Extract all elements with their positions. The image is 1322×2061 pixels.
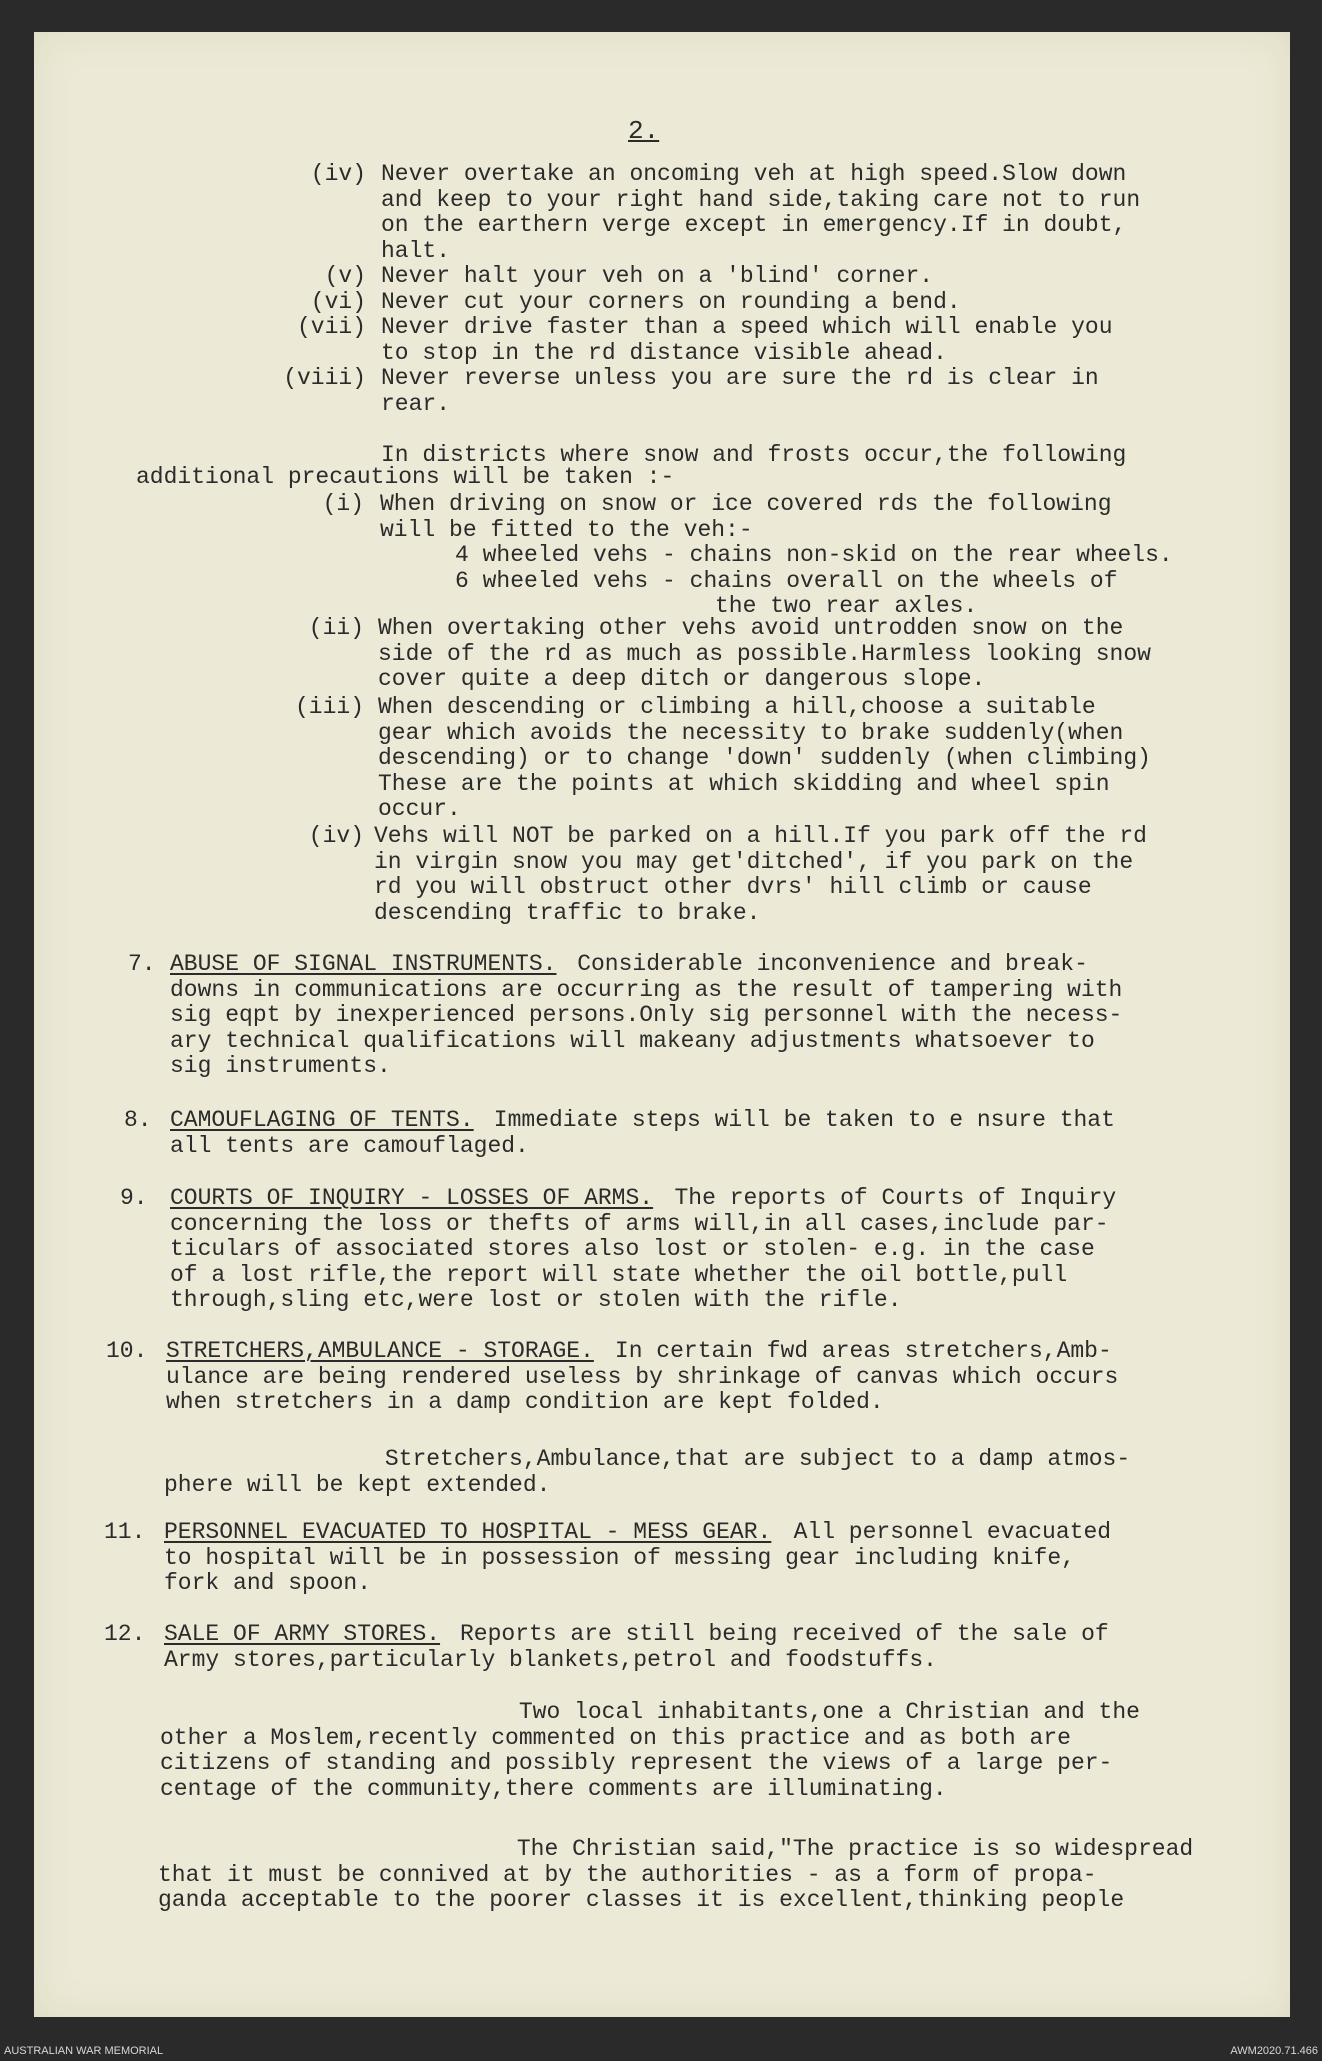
paragraph-line: Considerable inconvenience and break- xyxy=(577,951,1088,977)
paragraph-line: to hospital will be in possession of messing gear including knife, xyxy=(164,1544,1075,1571)
paragraph-line: The Christian said,"The practice is so widespread xyxy=(158,1836,1194,1862)
paragraph-line: Reports are still being received of the sale of xyxy=(460,1621,1109,1647)
item-line: descending) or to change 'down' suddenly (when climbing) xyxy=(378,745,1151,771)
item-line: Never cut your corners on rounding a bend. xyxy=(381,288,961,315)
item-line: gear which avoids the necessity to brake suddenly(when xyxy=(378,719,1124,746)
paragraph-number: 10. xyxy=(106,1338,148,1364)
item-line: rear. xyxy=(381,390,451,417)
item-line: 4 wheeled vehs - chains non-skid on the rear wheels. xyxy=(455,542,1173,568)
paragraph-line: all tents are camouflaged. xyxy=(170,1132,529,1159)
item-number: (v) xyxy=(324,263,367,289)
item-line: Never drive faster than a speed which will enable you xyxy=(381,314,1113,340)
paragraph-line: sig instruments. xyxy=(170,1053,391,1079)
paragraph-line: of a lost rifle,the report will state whether the oil bottle,pull xyxy=(170,1261,1068,1288)
item-line: These are the points at which skidding and wheel spin xyxy=(378,770,1110,797)
item-line: descending traffic to brake. xyxy=(374,899,761,926)
item-number: (viii) xyxy=(283,365,367,391)
paragraph-heading: COURTS OF INQUIRY - LOSSES OF ARMS. xyxy=(170,1185,654,1211)
paragraph-line: that it must be connived at by the authorities - as a form of propa- xyxy=(158,1861,1097,1888)
paragraph-number: 9. xyxy=(120,1185,148,1211)
item-number: (iii) xyxy=(295,694,365,720)
paragraph-line: phere will be kept extended. xyxy=(164,1471,551,1498)
paragraph-line: Stretchers,Ambulance,that are subject to a damp atmos- xyxy=(164,1446,1131,1472)
paragraph-heading: SALE OF ARMY STORES. xyxy=(164,1621,441,1647)
item-line: Never halt your veh on a 'blind' corner. xyxy=(381,263,934,289)
paragraph-line: ulance are being rendered useless by shrinkage of canvas which occurs xyxy=(166,1363,1119,1390)
paragraph-heading: STRETCHERS,AMBULANCE - STORAGE. xyxy=(166,1338,594,1364)
item-line: When overtaking other vehs avoid untrodden snow on the xyxy=(378,615,1124,641)
paragraph-number: 11. xyxy=(104,1519,146,1545)
paragraph-line: fork and spoon. xyxy=(164,1570,372,1596)
item-line: in virgin snow you may get'ditched', if you park on the xyxy=(374,848,1134,875)
page-number: 2. xyxy=(628,116,660,146)
item-line: 6 wheeled vehs - chains overall on the wheels of xyxy=(455,567,1118,594)
item-line: Vehs will NOT be parked on a hill.If you park off the rd xyxy=(374,823,1147,849)
item-line: cover quite a deep ditch or dangerous slope. xyxy=(378,666,986,692)
item-number: (iv) xyxy=(308,823,365,849)
item-number: (i) xyxy=(322,491,365,517)
item-line: When descending or climbing a hill,choose a suitable xyxy=(378,694,1096,720)
paragraph-line: concerning the loss or thefts of arms will,in all cases,include par- xyxy=(170,1210,1109,1237)
item-line: side of the rd as much as possible.Harmless looking snow xyxy=(378,640,1151,667)
paragraph-heading: PERSONNEL EVACUATED TO HOSPITAL - MESS GEAR. xyxy=(164,1519,772,1545)
catalogue-number: AWM2020.71.466 xyxy=(1230,2045,1318,2057)
item-number: (iv) xyxy=(310,161,367,187)
paragraph-line: In certain fwd areas stretchers,Amb- xyxy=(614,1338,1112,1364)
paragraph-line: ticulars of associated stores also lost or stolen- e.g. in the case xyxy=(170,1236,1095,1262)
item-number: (vi) xyxy=(310,288,367,315)
paragraph-line: The reports of Courts of Inquiry xyxy=(674,1185,1117,1211)
item-number: (ii) xyxy=(308,615,365,641)
paragraph-line: through,sling etc,were lost or stolen with the rifle. xyxy=(170,1287,902,1313)
item-number: (vii) xyxy=(297,314,367,340)
paragraph-heading: ABUSE OF SIGNAL INSTRUMENTS. xyxy=(170,951,557,977)
item-line: Never overtake an oncoming veh at high speed.Slow down xyxy=(381,161,1127,187)
paragraph-line: Immediate steps will be taken to e nsure that xyxy=(493,1107,1115,1133)
item-line: rd you will obstruct other dvrs' hill climb or cause xyxy=(374,874,1092,900)
paragraph-number: 8. xyxy=(124,1107,152,1133)
paragraph-line: ganda acceptable to the poorer classes it is excellent,thinking people xyxy=(158,1887,1125,1913)
paragraph-line: additional precautions will be taken :- xyxy=(136,464,675,490)
paragraph-line: In districts where snow and frosts occur,the following xyxy=(381,442,1127,468)
archive-credit: AUSTRALIAN WAR MEMORIAL xyxy=(4,2045,164,2057)
item-line: Never reverse unless you are sure the rd is clear in xyxy=(381,365,1099,391)
paragraph-number: 12. xyxy=(104,1621,146,1647)
item-line: to stop in the rd distance visible ahead. xyxy=(381,339,947,366)
item-line: and keep to your right hand side,taking care not to run xyxy=(381,186,1141,213)
item-line: on the earthern verge except in emergency.If in doubt, xyxy=(381,212,1127,238)
paragraph-line: sig eqpt by inexperienced persons.Only sig personnel with the necess- xyxy=(170,1002,1123,1028)
paragraph-number: 7. xyxy=(128,951,156,977)
item-line: halt. xyxy=(381,237,451,264)
item-line: occur. xyxy=(378,796,461,822)
paragraph-line: downs in communications are occurring as the result of tampering with xyxy=(170,976,1123,1003)
paragraph-line: when stretchers in a damp condition are kept folded. xyxy=(166,1389,884,1415)
paragraph-line: other a Moslem,recently commented on this practice and as both are xyxy=(160,1724,1071,1751)
paragraph-heading: CAMOUFLAGING OF TENTS. xyxy=(170,1107,474,1133)
item-line: the two rear axles. xyxy=(715,593,978,619)
paragraph-line: ary technical qualifications will makeany adjustments whatsoever to xyxy=(170,1027,1095,1054)
paragraph-line: citizens of standing and possibly represent the views of a large per- xyxy=(160,1750,1113,1776)
item-line: When driving on snow or ice covered rds the following xyxy=(380,491,1112,517)
paragraph-line: centage of the community,there comments are illuminating. xyxy=(160,1775,947,1802)
paragraph-line: Army stores,particularly blankets,petrol and foodstuffs. xyxy=(164,1646,937,1673)
paragraph-line: All personnel evacuated xyxy=(793,1519,1112,1545)
paragraph-line: Two local inhabitants,one a Christian and the xyxy=(160,1699,1140,1725)
item-line: will be fitted to the veh:- xyxy=(380,516,753,543)
